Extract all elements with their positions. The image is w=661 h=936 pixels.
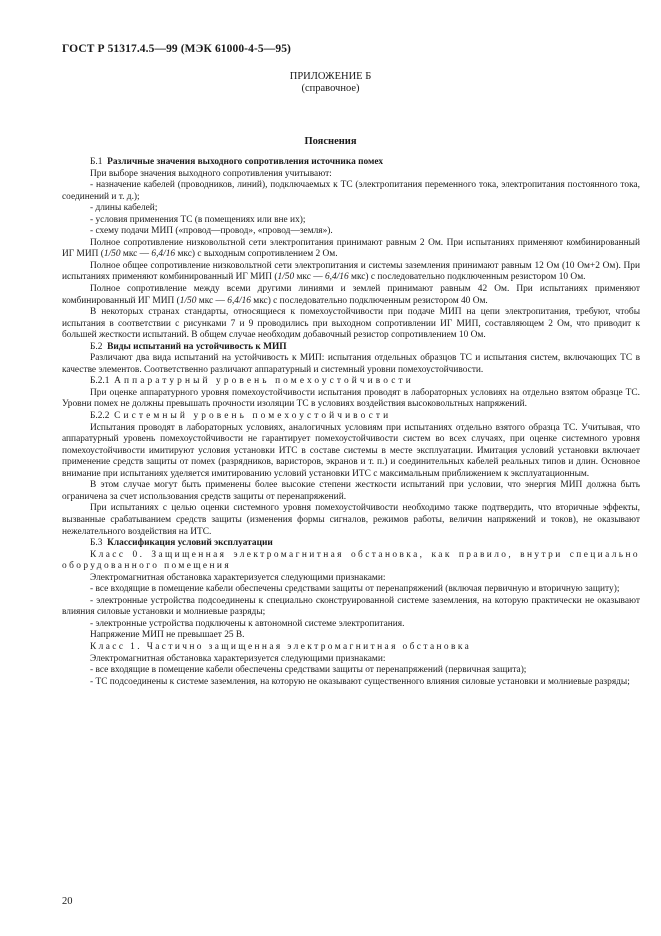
paragraph: Напряжение МИП не превышает 25 В. xyxy=(90,630,245,641)
paragraph: При выборе значения выходного сопротивления учитывают: xyxy=(90,168,332,179)
body-text xyxy=(62,157,640,688)
list-item: - длины кабелей; xyxy=(90,203,158,214)
heading-b1: Б.1 Различные значения выходного сопротивления источника помех xyxy=(90,157,384,167)
list-item: - все входящие в помещение кабели обеспечены средствами защиты от перенапряжений (включая первичную и вторичную защиту); xyxy=(90,584,620,595)
list-item: - электронные устройства подсоединены к специально сконструированной системе заземления, на которую практически не оказывают влияния силовые установки и молниевые разряды; xyxy=(62,595,640,618)
paragraph: Полное сопротивление между всеми другими линиями и землей принимают равным 42 Ом. При испытаниях применяют комбинированный ИГ МИП (1/50 мкс — 6,4/16 мкс) с последовательно подключенным резистором 40 Ом. xyxy=(62,284,640,306)
appendix-title: ПРИЛОЖЕНИЕ Б xyxy=(289,71,372,82)
paragraph: Полное сопротивление низковольтной сети электропитания принимают равным 2 Ом. При испытаниях применяют комбинированный ИГ МИП (1/50 мкс — 6,4/16 мкс) с выходным сопротивлением 2 Ом. xyxy=(62,237,640,260)
paragraph: В этом случае могут быть применены более высокие степени жесткости испытаний при условии, что энергия МИП должна быть ограничена за счет использования средств защиты от перенапряжений. xyxy=(62,480,640,502)
list-item: - назначение кабелей (проводников, линий), подключаемых к ТС (электропитания переменного тока, электропитания постоянного тока, соединений и т. д.); xyxy=(62,180,640,202)
standard-header: ГОСТ Р 51317.4.5—99 (МЭК 61000-4-5—95) xyxy=(62,43,291,55)
class-0-heading: Класс 0. Защищенная электромагнитная обстановка, как правило, внутри специально оборудованного помещения xyxy=(62,549,640,572)
appendix-subtitle: (справочное) xyxy=(301,83,360,94)
paragraph: Полное общее сопротивление низковольтной сети электропитания и системы заземления принимают равным 12 Ом (10 Ом+2 Ом). При испытаниях применяют комбинированный ИГ МИП (1/50 мкс — 6,4/16 мкс) с последовательно подключенным резистором 10 Ом. xyxy=(62,260,640,283)
page-number: 20 xyxy=(62,896,73,907)
paragraph: Электромагнитная обстановка характеризуется следующими признаками: xyxy=(90,653,386,664)
paragraph: В некоторых странах стандарты, относящиеся к помехоустойчивости при подаче МИП на цепи электропитания, требуют, чтобы испытания в соответствии с рисунками 7 и 9 проводились при выходном сопротивлении ИГ МИП, составляющем 2 Ом, что приводит к большей жесткости испытаний. В общем случае необходим добавочный резистор сопротивлением 10 Ом. xyxy=(62,307,640,341)
paragraph: Электромагнитная обстановка характеризуется следующими признаками: xyxy=(90,572,386,583)
list-item: - условия применения ТС (в помещениях или вне их); xyxy=(90,214,306,225)
class-1-heading: Класс 1. Частично защищенная электромагнитная обстановка xyxy=(90,641,472,652)
heading-b21: Б.2.1 Аппаратурный уровень помехоустойчивости xyxy=(90,376,414,387)
paragraph: При испытаниях с целью оценки системного уровня помехоустойчивости необходимо также подтвердить, что вторичные эффекты, вызванные срабатыванием средств защиты (изменения формы сигналов, режимов работы, величин напряжений и токов), не оказывают нежелательного воздействия на ИТС. xyxy=(62,503,640,537)
heading-b2: Б.2 Виды испытаний на устойчивость к МИП xyxy=(90,341,287,352)
list-item: - ТС подсоединены к системе заземления, на которую не оказывают существенного влияния силовые установки и молниевые разряды; xyxy=(90,676,630,687)
paragraph: При оценке аппаратурного уровня помехоустойчивости испытания проводят в лабораторных условиях на отдельно взятом образце ТС. Уровни помех не должны превышать прочности изоляции ТС в условиях воздействия высоковольтных напряжений. xyxy=(62,387,640,410)
heading-b22: Б.2.2 Системный уровень помехоустойчивости xyxy=(90,411,392,422)
list-item: - схему подачи МИП («провод—провод», «провод—земля»). xyxy=(90,226,333,237)
list-item: - все входящие в помещение кабели обеспечены средствами защиты от перенапряжений (первичная защита); xyxy=(90,665,527,676)
list-item: - электронные устройства подключены к автономной системе электропитания. xyxy=(90,618,405,629)
paragraph: Испытания проводят в лабораторных условиях, аналогичных условиям при испытаниях отдельно взятого образца ТС. Учитывая, что аппаратурный уровень помехоустойчивости не гарантирует помехоустойчивости систем во всех случаях, при оценке системного уровня помехоустойчивости имитируют условия установки ИТС в составе системы в месте эксплуатации. Имитация условий установки включает применение средств защиты от помех (разрядников, варисторов, экранов и т. п.) и соединительных кабелей реальных типов и длин. Основное внимание при испытаниях уделяется имитированию условий установки ИТС с максимальным приближением к эксплуатационным. xyxy=(62,422,640,479)
paragraph: Различают два вида испытаний на устойчивость к МИП: испытания отдельных образцов ТС и испытания систем, включающих ТС в качестве элементов. Соответственно различают аппаратурный и системный уровни помехоустойчивости. xyxy=(62,353,640,375)
heading-b3: Б.3 Классификация условий эксплуатации xyxy=(90,538,273,549)
section-title: Пояснения xyxy=(304,136,357,147)
appendix-heading xyxy=(0,71,661,95)
